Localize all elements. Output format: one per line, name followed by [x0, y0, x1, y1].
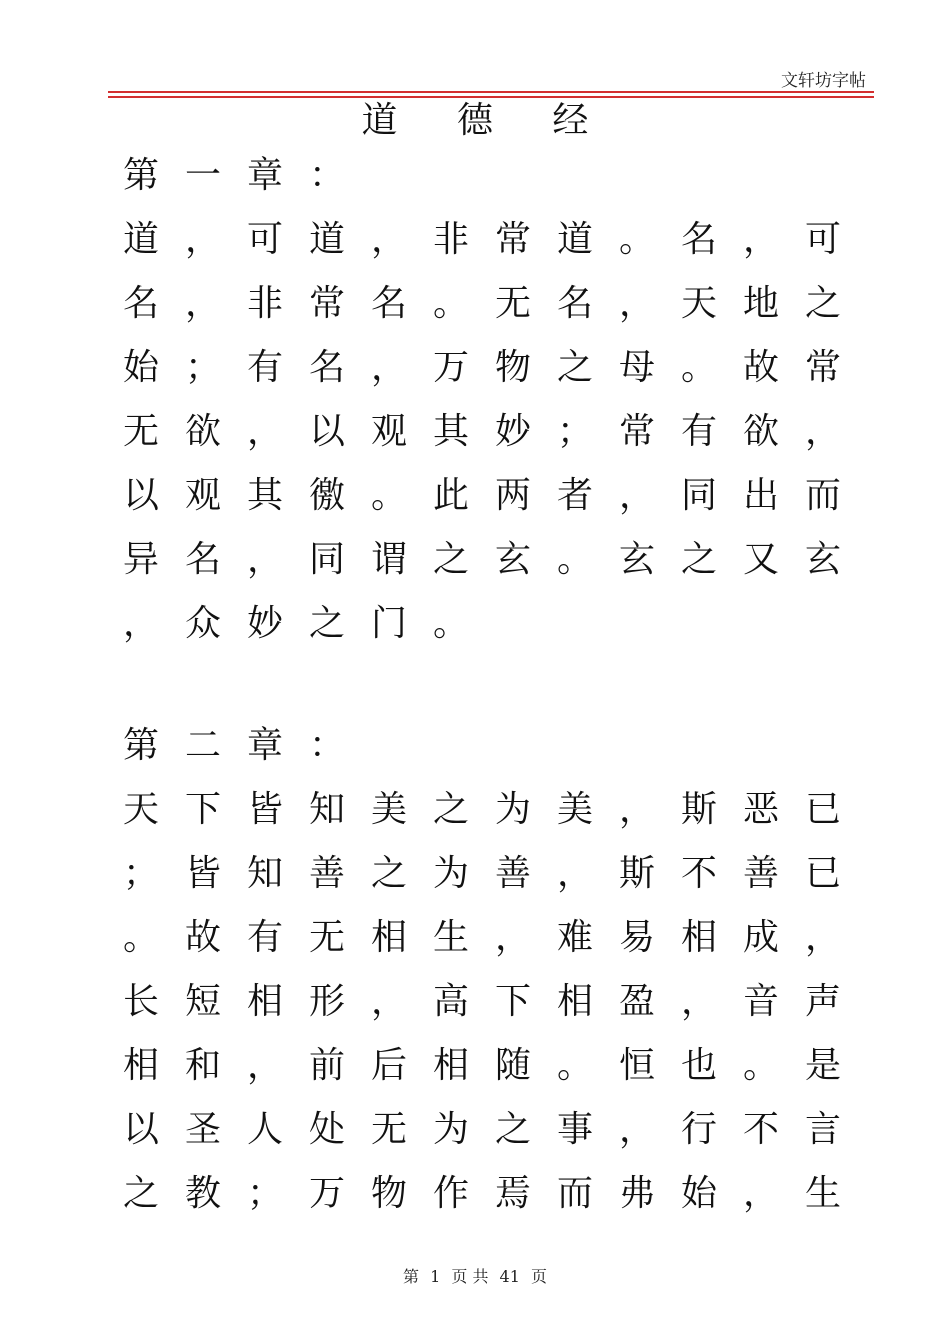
- character-cell: 斯: [618, 853, 655, 894]
- character-cell: 之: [680, 539, 717, 580]
- character-cell: 。: [618, 219, 655, 260]
- document-title: 道 德 经: [361, 100, 613, 141]
- character-cell: 。: [370, 475, 407, 516]
- character-cell: 妙: [246, 603, 283, 644]
- character-cell: 生: [804, 1173, 841, 1214]
- character-cell: 。: [556, 539, 593, 580]
- character-cell: ，: [618, 475, 655, 516]
- character-cell: 之: [432, 539, 469, 580]
- character-cell: 之: [494, 1109, 531, 1150]
- text-row: [110, 906, 854, 970]
- character-cell: ：: [308, 155, 345, 196]
- character-cell: 物: [494, 347, 531, 388]
- character-cell: 又: [742, 539, 779, 580]
- character-cell: ，: [370, 219, 407, 260]
- character-cell: 美: [370, 789, 407, 830]
- footer-total-pages: 41: [499, 1267, 520, 1286]
- character-cell: 无: [370, 1109, 407, 1150]
- character-cell: 非: [246, 283, 283, 324]
- character-cell: 可: [804, 219, 841, 260]
- character-cell: 有: [246, 917, 283, 958]
- character-cell: ，: [370, 347, 407, 388]
- character-cell: ，: [122, 603, 159, 644]
- character-cell: 此: [432, 475, 469, 516]
- character-cell: 常: [804, 347, 841, 388]
- text-row: [110, 592, 854, 656]
- character-cell: ，: [742, 219, 779, 260]
- character-cell: 者: [556, 475, 593, 516]
- character-cell: 弗: [618, 1173, 655, 1214]
- character-cell: 二: [184, 725, 221, 766]
- character-cell: 道: [556, 219, 593, 260]
- character-cell: 恶: [742, 789, 779, 830]
- character-cell: ，: [680, 981, 717, 1022]
- character-cell: 始: [122, 347, 159, 388]
- character-cell: 之: [308, 603, 345, 644]
- chapter-2: [110, 714, 854, 1226]
- character-cell: 以: [122, 1109, 159, 1150]
- character-cell: 圣: [184, 1109, 221, 1150]
- character-cell: ，: [556, 853, 593, 894]
- footer-suffix: 页: [531, 1267, 548, 1286]
- character-cell: 观: [184, 475, 221, 516]
- character-cell: 皆: [246, 789, 283, 830]
- character-cell: 不: [680, 853, 717, 894]
- character-cell: 徼: [308, 475, 345, 516]
- character-cell: 道: [122, 219, 159, 260]
- text-row: [110, 778, 854, 842]
- character-cell: 始: [680, 1173, 717, 1214]
- text-row: [110, 1162, 854, 1226]
- character-cell: 谓: [370, 539, 407, 580]
- character-cell: 之: [556, 347, 593, 388]
- character-cell: 生: [432, 917, 469, 958]
- footer-prefix: 第: [402, 1267, 419, 1286]
- character-cell: 名: [184, 539, 221, 580]
- character-cell: 作: [432, 1173, 469, 1214]
- character-cell: 物: [370, 1173, 407, 1214]
- character-cell: ，: [804, 411, 841, 452]
- character-cell: 行: [680, 1109, 717, 1150]
- character-cell: 之: [432, 789, 469, 830]
- character-cell: 为: [432, 1109, 469, 1150]
- character-cell: ，: [494, 917, 531, 958]
- character-cell: 母: [618, 347, 655, 388]
- character-cell: ，: [246, 411, 283, 452]
- text-row: [110, 272, 854, 336]
- character-cell: 异: [122, 539, 159, 580]
- text-row: [110, 1098, 854, 1162]
- character-cell: 恒: [618, 1045, 655, 1086]
- character-cell: 两: [494, 475, 531, 516]
- character-cell: 天: [122, 789, 159, 830]
- chapter-1: [110, 144, 854, 656]
- text-row: [110, 464, 854, 528]
- character-cell: 地: [742, 283, 779, 324]
- character-cell: 知: [308, 789, 345, 830]
- character-cell: ，: [246, 1045, 283, 1086]
- character-cell: 音: [742, 981, 779, 1022]
- character-cell: ，: [804, 917, 841, 958]
- character-cell: 之: [804, 283, 841, 324]
- character-cell: 而: [556, 1173, 593, 1214]
- character-cell: 知: [246, 853, 283, 894]
- character-cell: 短: [184, 981, 221, 1022]
- character-cell: 故: [184, 917, 221, 958]
- character-cell: 言: [804, 1109, 841, 1150]
- character-cell: 可: [246, 219, 283, 260]
- character-cell: 玄: [618, 539, 655, 580]
- character-cell: 其: [432, 411, 469, 452]
- character-cell: 名: [308, 347, 345, 388]
- character-cell: ：: [308, 725, 345, 766]
- text-row: [110, 1034, 854, 1098]
- character-cell: ，: [618, 1109, 655, 1150]
- character-cell: 有: [246, 347, 283, 388]
- character-cell: 万: [308, 1173, 345, 1214]
- character-cell: 不: [742, 1109, 779, 1150]
- character-cell: 人: [246, 1109, 283, 1150]
- character-cell: 教: [184, 1173, 221, 1214]
- character-cell: 玄: [804, 539, 841, 580]
- character-cell: 一: [184, 155, 221, 196]
- header-label: 文轩坊字帖: [781, 71, 866, 91]
- text-row: [110, 842, 854, 906]
- character-cell: 美: [556, 789, 593, 830]
- character-cell: 已: [804, 789, 841, 830]
- character-cell: 名: [680, 219, 717, 260]
- chapter-heading: [110, 144, 854, 208]
- character-cell: 斯: [680, 789, 717, 830]
- character-cell: 。: [742, 1045, 779, 1086]
- character-cell: 前: [308, 1045, 345, 1086]
- character-cell: 妙: [494, 411, 531, 452]
- character-cell: 善: [308, 853, 345, 894]
- footer-current-page: 1: [430, 1267, 441, 1286]
- character-cell: 盈: [618, 981, 655, 1022]
- character-cell: 第: [122, 155, 159, 196]
- character-cell: 相: [556, 981, 593, 1022]
- footer-mid: 页 共: [451, 1267, 489, 1286]
- character-cell: 为: [494, 789, 531, 830]
- text-row: [110, 400, 854, 464]
- character-cell: 。: [122, 917, 159, 958]
- character-cell: 形: [308, 981, 345, 1022]
- character-cell: ；: [556, 411, 593, 452]
- character-cell: 众: [184, 603, 221, 644]
- character-cell: 已: [804, 853, 841, 894]
- character-cell: ，: [184, 219, 221, 260]
- character-cell: 道: [308, 219, 345, 260]
- character-cell: ，: [618, 789, 655, 830]
- character-cell: 声: [804, 981, 841, 1022]
- text-row: [110, 208, 854, 272]
- character-cell: 下: [494, 981, 531, 1022]
- character-cell: 故: [742, 347, 779, 388]
- character-cell: 常: [308, 283, 345, 324]
- character-cell: 欲: [742, 411, 779, 452]
- character-cell: 第: [122, 725, 159, 766]
- character-cell: 非: [432, 219, 469, 260]
- character-cell: 焉: [494, 1173, 531, 1214]
- character-cell: 常: [494, 219, 531, 260]
- character-cell: 有: [680, 411, 717, 452]
- character-cell: 相: [370, 917, 407, 958]
- character-cell: 是: [804, 1045, 841, 1086]
- character-cell: 而: [804, 475, 841, 516]
- character-cell: ，: [618, 283, 655, 324]
- page-footer: [0, 1264, 950, 1287]
- character-cell: 相: [680, 917, 717, 958]
- character-cell: 无: [122, 411, 159, 452]
- character-cell: 随: [494, 1045, 531, 1086]
- character-cell: 为: [432, 853, 469, 894]
- text-row: [110, 970, 854, 1034]
- character-cell: 后: [370, 1045, 407, 1086]
- character-cell: 无: [308, 917, 345, 958]
- character-cell: 。: [556, 1045, 593, 1086]
- character-cell: 章: [246, 725, 283, 766]
- character-cell: 名: [122, 283, 159, 324]
- character-cell: 相: [432, 1045, 469, 1086]
- character-cell: ，: [742, 1173, 779, 1214]
- character-cell: ；: [246, 1173, 283, 1214]
- character-cell: 难: [556, 917, 593, 958]
- text-row: [110, 528, 854, 592]
- character-cell: ；: [184, 347, 221, 388]
- character-cell: 以: [122, 475, 159, 516]
- character-cell: 处: [308, 1109, 345, 1150]
- character-cell: 其: [246, 475, 283, 516]
- text-row: [110, 336, 854, 400]
- chapter-heading: [110, 714, 854, 778]
- character-cell: 观: [370, 411, 407, 452]
- character-cell: 之: [370, 853, 407, 894]
- character-cell: ；: [122, 853, 159, 894]
- character-cell: 易: [618, 917, 655, 958]
- character-cell: 欲: [184, 411, 221, 452]
- character-cell: 和: [184, 1045, 221, 1086]
- character-cell: 高: [432, 981, 469, 1022]
- character-cell: 成: [742, 917, 779, 958]
- character-cell: 皆: [184, 853, 221, 894]
- character-cell: 万: [432, 347, 469, 388]
- character-cell: 同: [308, 539, 345, 580]
- character-cell: 长: [122, 981, 159, 1022]
- character-cell: 之: [122, 1173, 159, 1214]
- character-cell: 下: [184, 789, 221, 830]
- character-cell: 章: [246, 155, 283, 196]
- character-cell: 也: [680, 1045, 717, 1086]
- character-cell: 天: [680, 283, 717, 324]
- character-cell: 。: [680, 347, 717, 388]
- character-cell: 出: [742, 475, 779, 516]
- character-cell: 名: [556, 283, 593, 324]
- character-cell: ，: [184, 283, 221, 324]
- character-cell: 。: [432, 603, 469, 644]
- character-cell: 名: [370, 283, 407, 324]
- character-cell: 善: [742, 853, 779, 894]
- character-cell: 常: [618, 411, 655, 452]
- character-cell: ，: [370, 981, 407, 1022]
- character-cell: 门: [370, 603, 407, 644]
- character-cell: 相: [246, 981, 283, 1022]
- character-cell: ，: [246, 539, 283, 580]
- character-cell: 。: [432, 283, 469, 324]
- character-cell: 相: [122, 1045, 159, 1086]
- character-cell: 无: [494, 283, 531, 324]
- character-cell: 以: [308, 411, 345, 452]
- character-cell: 同: [680, 475, 717, 516]
- character-cell: 玄: [494, 539, 531, 580]
- character-cell: 善: [494, 853, 531, 894]
- character-cell: 事: [556, 1109, 593, 1150]
